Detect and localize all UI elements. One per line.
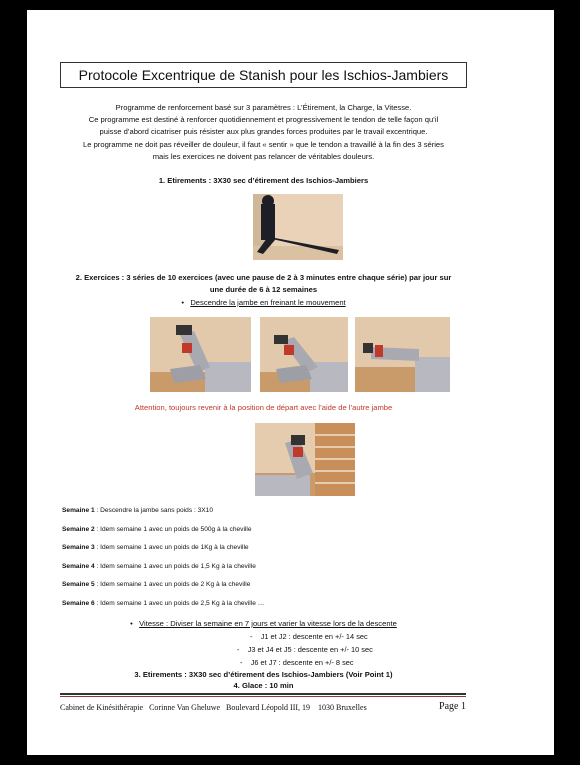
intro-line-1: Programme de renforcement basé sur 3 paramètres : L’Étirement, la Charge, la Vitesse. xyxy=(115,103,412,112)
week-3 xyxy=(62,544,249,551)
intro-line-2: Ce programme est destiné à renforcer quotidiennement et progressivement le tendon de telle façon qu’il xyxy=(88,115,439,124)
week-3-text: : Idem semaine 1 avec un poids de 1Kg à la cheville xyxy=(94,544,249,551)
week-6-label: Semaine 6 xyxy=(62,600,95,607)
week-6-text: : Idem semaine 1 avec un poids de 2,5 Kg à la cheville … xyxy=(94,600,265,607)
exercise-photo-1 xyxy=(150,317,251,392)
week-4 xyxy=(62,563,256,570)
footer xyxy=(60,703,466,712)
section-1-heading: 1. Etirements : 3X30 sec d’étirement des Ischios-Jambiers xyxy=(158,176,369,185)
dash-icon: - xyxy=(237,645,240,654)
return-photo xyxy=(255,423,355,496)
footer-name: Corinne Van Gheluwe xyxy=(149,703,221,712)
week-4-label: Semaine 4 xyxy=(62,563,95,570)
week-1-text: : Descendre la jambe sans poids : 3X10 xyxy=(94,507,214,514)
exercise-photo-3 xyxy=(355,317,450,392)
dash-icon: - xyxy=(250,632,253,641)
intro-line-3: puisse d’abord cicatriser puis résister aux plus grandes forces produites par le travail excentrique. xyxy=(99,127,428,136)
week-1 xyxy=(62,507,213,514)
bullet-icon: • xyxy=(181,298,184,307)
schedule-line-3 xyxy=(240,658,354,667)
week-5-text: : Idem semaine 1 avec un poids de 2 Kg à la cheville xyxy=(94,581,251,588)
week-4-text: : Idem semaine 1 avec un poids de 1,5 Kg à la cheville xyxy=(94,563,256,570)
section-4-heading: 4. Glace : 10 min xyxy=(233,681,294,690)
schedule-line-1 xyxy=(250,632,368,641)
footer-address: Boulevard Léopold III, 19 xyxy=(226,703,311,712)
footer-city: 1030 Bruxelles xyxy=(318,703,367,712)
exercise-photo-2 xyxy=(260,317,348,392)
week-2 xyxy=(62,526,252,533)
bullet-descend xyxy=(40,298,487,307)
week-1-label: Semaine 1 xyxy=(62,507,95,514)
week-2-label: Semaine 2 xyxy=(62,526,95,533)
warning-text: Attention, toujours revenir à la position de départ avec l’aide de l’autre jambe xyxy=(134,403,393,412)
schedule-line-3-text: J6 et J7 : descente en +/- 8 sec xyxy=(250,658,354,667)
schedule-line-2 xyxy=(237,645,373,654)
bullet-icon: • xyxy=(130,619,133,628)
section-2-heading-line-1: 2. Exercices : 3 séries de 10 exercices (avec une pause de 2 à 3 minutes entre chaque série) par jour sur xyxy=(75,273,452,282)
footer-rule xyxy=(60,693,466,695)
intro-line-5: mais les exercices ne doivent pas relancer de véritables douleurs. xyxy=(152,152,375,161)
intro-line-4: Le programme ne doit pas réveiller de douleur, il faut « sentir » que le tendon a travaillé à la fin des 3 séries xyxy=(83,140,444,149)
stretch-photo xyxy=(253,194,343,260)
week-6 xyxy=(62,600,264,607)
week-3-label: Semaine 3 xyxy=(62,544,95,551)
schedule-line-2-text: J3 et J4 et J5 : descente en +/- 10 sec xyxy=(247,645,373,654)
dash-icon: - xyxy=(240,658,243,667)
bullet-speed-text: Vitesse : Diviser la semaine en 7 jours et varier la vitesse lors de la descente xyxy=(139,619,397,628)
bullet-descend-text: Descendre la jambe en freinant le mouvement xyxy=(190,298,346,307)
week-5 xyxy=(62,581,250,588)
document-title: Protocole Excentrique de Stanish pour les Ischios-Jambiers xyxy=(60,62,467,88)
week-2-text: : Idem semaine 1 avec un poids de 500g à la cheville xyxy=(94,526,252,533)
section-2-heading-line-2: une durée de 6 à 12 semaines xyxy=(209,285,318,294)
bullet-speed xyxy=(40,619,487,628)
section-3-heading: 3. Etirements : 3X30 sec d’étirement des Ischios-Jambiers (Voir Point 1) xyxy=(134,670,393,679)
schedule-line-1-text: J1 et J2 : descente en +/- 14 sec xyxy=(260,632,368,641)
week-5-label: Semaine 5 xyxy=(62,581,95,588)
footer-cabinet: Cabinet de Kinésithérapie xyxy=(60,703,144,712)
footer-rule-accent xyxy=(60,696,466,697)
page-number: Page 1 xyxy=(439,701,466,712)
